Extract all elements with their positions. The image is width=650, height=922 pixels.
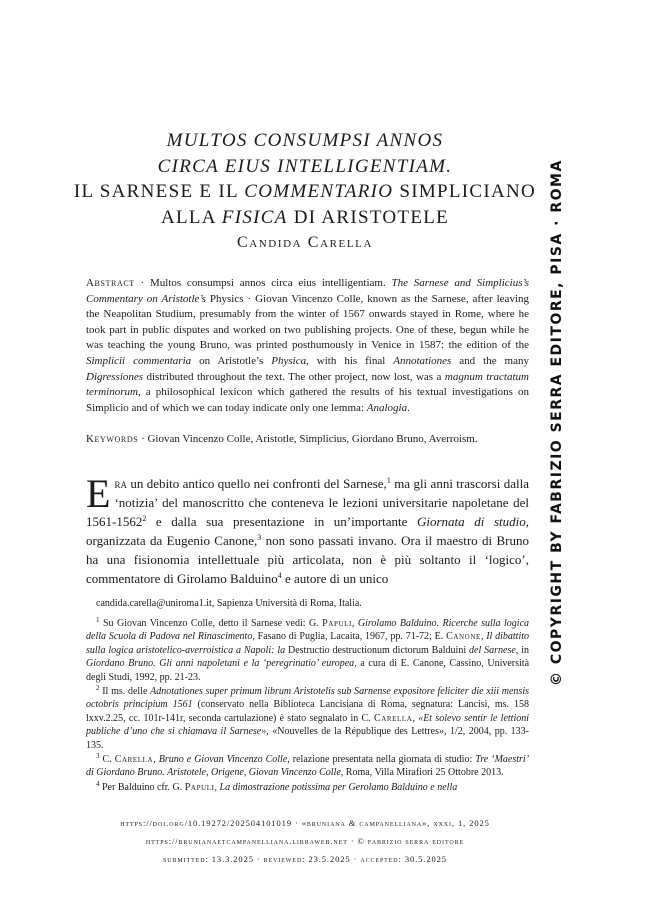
abstract-text-1: Multos consumpsi annos circa eius intelligentiam.	[149, 277, 392, 289]
abstract-text-2: The Sarnese and Simplicius’s Commentary on Aristotle’s	[86, 277, 529, 305]
footer-dates-line: submitted: 13.3.2025 · reviewed: 23.5.2025 · accepted: 30.5.2025	[163, 854, 447, 864]
title-line-3-a: IL SARNESE E IL	[73, 181, 245, 202]
fn3-b: Carella	[114, 754, 154, 766]
fn3-g: , Roma, Villa Mirafiori 25 Ottobre 2013.	[340, 767, 504, 779]
fn1-e: , Fasano di Puglia, Lacaita, 1967, pp. 71-72; E.	[252, 631, 447, 643]
title-line-4-c: DI ARISTOTELE	[287, 206, 450, 228]
fn1-h: Il dibattito sulla logica aristotelico-averroistica a Napoli: la	[86, 631, 530, 656]
fn2-b: Adnotationes super primum librum Aristotelis sub Sarnense expositore feliciter die xiii mensis octobris principium 1561	[86, 686, 529, 711]
title-line-3	[40, 179, 570, 205]
body-text-1: ra	[114, 476, 127, 491]
abstract-text-10: Digressiones	[86, 370, 144, 383]
fn2-e: ,	[412, 712, 419, 724]
abstract-sep: ·	[134, 277, 150, 289]
fn3-e: , relazione presentata nella giornata di studio:	[287, 754, 476, 766]
abstract-text-5: on Aristotle’s	[191, 354, 272, 367]
body-text-5: Giornata di studio	[417, 514, 526, 529]
fn2-d: Carella	[373, 712, 413, 724]
keywords-sep: ·	[138, 433, 148, 445]
author-name: Candida Carella	[236, 234, 374, 251]
footnote-4	[86, 781, 529, 794]
fn3-f: Tre ‘Maestri’ di Giordano Bruno. Aristotele, Origene, Giovan Vincenzo Colle	[86, 754, 530, 779]
body-paragraph	[86, 471, 529, 588]
footnote-ref-3[interactable]: 3	[257, 533, 262, 542]
fn1-l: Giordano Bruno. Gli anni napoletani e la ‘peregrinatio’ europea	[86, 658, 355, 670]
fn3-a: C.	[99, 754, 115, 766]
abstract-text-9: and the many	[451, 354, 529, 367]
title-line-4-b: FISICA	[221, 206, 288, 228]
fn1-d: Girolamo Balduino. Ricerche sulla logica della Scuola di Padova nel Rinascimento	[86, 618, 530, 643]
fn3-d: Bruno e Giovan Vincenzo Colle	[158, 754, 288, 766]
author-affiliation: candida.carella@uniroma1.it, Sapienza Università di Roma, Italia.	[96, 598, 362, 609]
drop-cap: E	[86, 471, 111, 516]
copyright-notice: © COPYRIGHT BY FABRIZIO SERRA EDITORE, PISA · ROMA	[549, 159, 565, 686]
footnote-ref-4[interactable]: 4	[277, 571, 282, 580]
fn2-g: , «Nouvelles de la République des Lettres», 1/2, 2004, pp. 133-135.	[86, 726, 529, 751]
footnote-1	[86, 617, 529, 684]
abstract	[86, 276, 529, 416]
footnote-num-3: 3	[96, 752, 100, 761]
footer-doi-line[interactable]: https://doi.org/10.19272/202504101019 · «bruniana & campanelliana», xxxi, 1, 2025	[120, 818, 490, 828]
body-text-4: e dalla sua presentazione in un’importante	[146, 514, 417, 529]
title-line-3-b: COMMENTARIO	[244, 181, 394, 202]
title-line-3-c: SIMPLICIANO	[393, 181, 537, 202]
page-footer	[40, 814, 570, 868]
abstract-text-7: , with his final	[306, 354, 394, 367]
abstract-text-14: Analogia	[366, 401, 408, 414]
title-line-1: MULTOS CONSUMPSI ANNOS	[166, 130, 444, 151]
abstract-text-13: , a philosophical lexicon which gathered the results of his textual investigations on Simplicio and of which we can today indicate only one lemma:	[86, 386, 529, 414]
footnote-ref-2[interactable]: 2	[142, 514, 147, 523]
footnote-num-1: 1	[96, 616, 100, 624]
fn4-c: ,	[214, 781, 220, 793]
fn4-a: Per Balduino cfr. G.	[99, 781, 185, 793]
fn1-f: Canone	[446, 631, 481, 643]
footnote-ref-1[interactable]: 1	[386, 476, 391, 485]
abstract-text-8: Annotationes	[393, 354, 452, 367]
footnote-num-2: 2	[96, 684, 100, 693]
body-text-8: e autore di un unico	[281, 571, 389, 586]
footnote-3	[86, 753, 529, 780]
fn1-k: , in	[515, 644, 529, 656]
fn1-g: ,	[480, 631, 487, 643]
abstract-text-3: Physics · Giovan Vincenzo Colle, known as the Sarnese, after leaving the Neapolitan Studium, presumably from the winter of 1567 onwards stayed in Rome, where he took part in public disputes and worked on two publishing projects. One of these, begun while he was teaching the young Bruno, was printed posthumously in Venice in 1587: the edition of the	[86, 292, 529, 352]
footnote-2	[86, 685, 529, 752]
fn1-c: ,	[351, 618, 358, 629]
abstract-text-12: magnum tractatum terminorum	[86, 370, 529, 399]
fn1-b: Papuli	[322, 618, 352, 629]
abstract-text-6: Physica	[271, 354, 307, 367]
fn3-c: ,	[153, 754, 159, 766]
fn4-b: Papuli	[184, 781, 215, 793]
fn1-i: Destructio destructionum dictorum Balduini	[285, 644, 470, 656]
abstract-text-11: distributed throughout the text. The other project, now lost, was a	[143, 370, 445, 383]
keywords	[86, 432, 529, 448]
fn1-j: del Sarnese	[469, 644, 516, 656]
fn2-c: (conservato nella Biblioteca Lancisiana di Roma, segnatura: Lancisi, ms. 158 lxxv.2.25, cc. 101r-141r, seconda cartulazione) è stato segnalato in C.	[86, 699, 529, 724]
fn4-d: La dimostrazione potissima per Gerolamo Balduino e nella	[219, 781, 458, 793]
abstract-label: Abstract	[86, 277, 135, 289]
footer-website-line[interactable]: https://brunianaetcampanelliana.libraweb.net · © fabrizio serra editore	[145, 836, 465, 846]
fn1-a: Su Giovan Vincenzo Colle, detto il Sarnese vedi: G.	[99, 618, 323, 629]
fn1-m: , a cura di E. Canone, Cassino, Università degli Studi, 1992, pp. 21-23.	[86, 658, 530, 683]
keywords-label: Keywords	[86, 433, 139, 445]
footnote-num-4: 4	[96, 779, 100, 788]
fn2-a: Il ms. delle	[99, 686, 151, 698]
body-text-6: , organizzata da Eugenio Canone,	[86, 514, 529, 548]
abstract-text-15: .	[407, 401, 410, 414]
body-text-3: ma gli anni trascorsi dalla ‘notizia’ del manoscritto che conteneva le lezioni universitarie napoletane del 1561-1562	[86, 476, 529, 529]
body-text-2: un debito antico quello nei confronti del Sarnese,	[126, 476, 387, 491]
article-title	[40, 128, 570, 230]
title-line-4-a: ALLA	[160, 206, 222, 228]
footnotes	[86, 617, 529, 795]
fn2-f: «Et solevo sentir le lettioni publiche d’uno che si chiamava il Sarnese»	[86, 712, 530, 738]
abstract-text-4: Simplicii commentaria	[86, 354, 192, 367]
keywords-text: Giovan Vincenzo Colle, Aristotle, Simplicius, Giordano Bruno, Averroism.	[147, 433, 478, 445]
title-line-2: CIRCA EIUS INTELLIGENTIAM.	[157, 155, 453, 177]
title-line-4	[40, 205, 570, 231]
body-text-7: non sono passati invano. Ora il maestro di Bruno ha una fisionomia intellettuale più articolata, non è più soltanto il ‘logico’, commentatore di Girolamo Balduino	[86, 533, 529, 586]
